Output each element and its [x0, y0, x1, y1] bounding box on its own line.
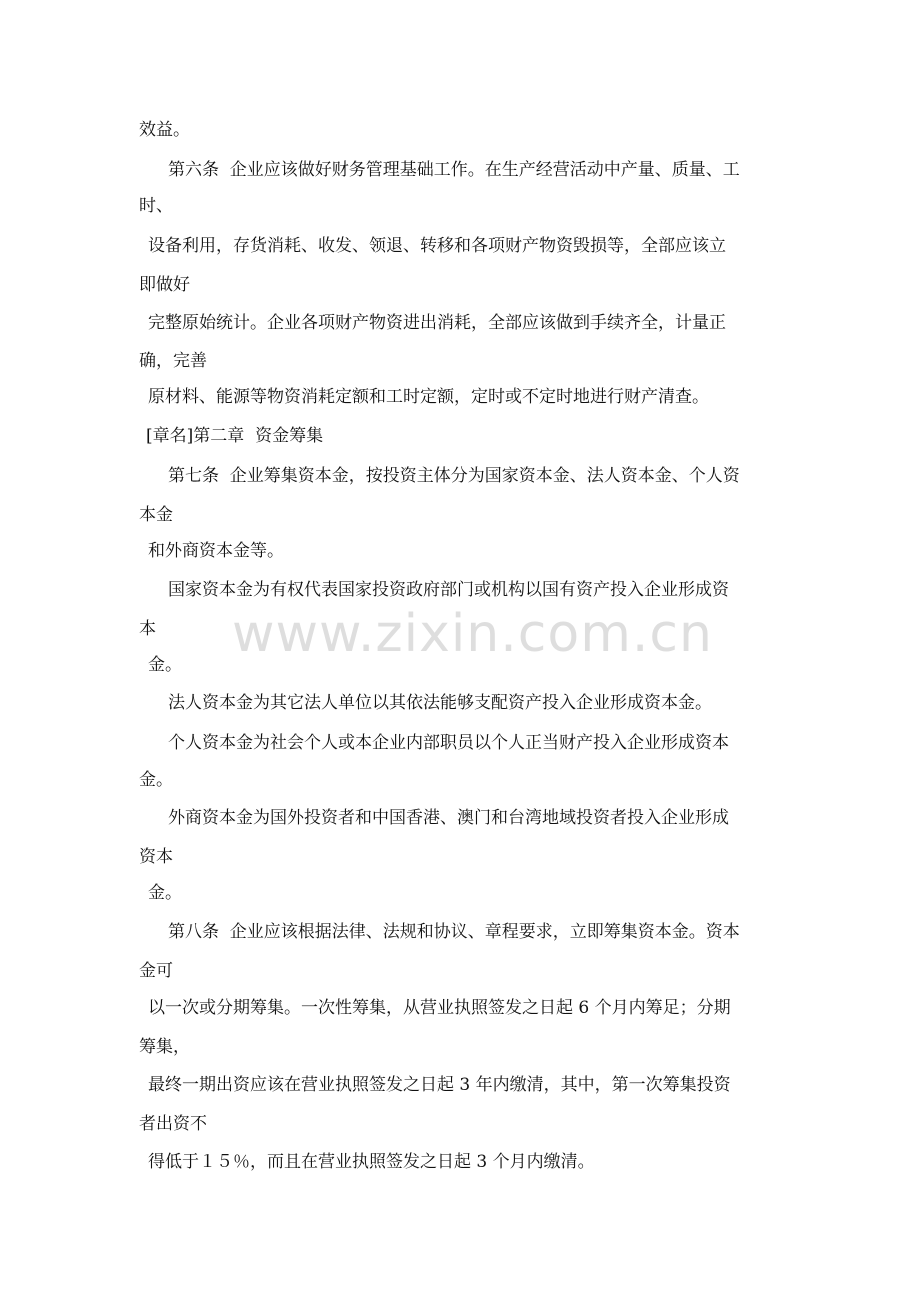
text-line: 效益。: [139, 120, 190, 140]
text-line: 得低于１５％，而且在营业执照签发之日起 3 个月内缴清。: [148, 1152, 595, 1172]
text-line: 法人资本金为其它法人单位以其依法能够支配资产投入企业形成资本金。: [168, 693, 712, 713]
text-line: 最终一期出资应该在营业执照签发之日起 3 年内缴清，其中，第一次筹集投资: [148, 1075, 731, 1095]
text-line: 以一次或分期筹集。一次性筹集，从营业执照签发之日起 6 个月内筹足；分期: [148, 998, 731, 1018]
text-line: 金可: [139, 961, 173, 981]
text-line: 本金: [139, 505, 173, 525]
text-line: 国家资本金为有权代表国家投资政府部门或机构以国有资产投入企业形成资: [168, 580, 729, 600]
text-line: 时、: [139, 196, 173, 216]
text-line: 完整原始统计。企业各项财产物资进出消耗，全部应该做到手续齐全，计量正: [148, 313, 726, 333]
watermark: www.zixin.com.cn: [232, 604, 713, 664]
text-line: 筹集，: [139, 1037, 190, 1057]
text-line: 资本: [139, 847, 173, 867]
text-line: 第八条 企业应该根据法律、法规和协议、章程要求，立即筹集资本金。资本: [168, 922, 740, 942]
text-line: 确，完善: [139, 351, 207, 371]
text-line: 者出资不: [139, 1114, 207, 1134]
text-line: 原材料、能源等物资消耗定额和工时定额，定时或不定时地进行财产清查。: [148, 387, 709, 407]
text-line: 即做好: [139, 275, 190, 295]
text-line: 外商资本金为国外投资者和中国香港、澳门和台湾地域投资者投入企业形成: [168, 808, 729, 828]
text-line: 设备利用，存货消耗、收发、领退、转移和各项财产物资毁损等，全部应该立: [148, 236, 726, 256]
text-line: 金。: [148, 883, 182, 903]
text-line: 个人资本金为社会个人或本企业内部职员以个人正当财产投入企业形成资本: [168, 733, 729, 753]
text-line: 金。: [139, 770, 173, 790]
text-line: 第六条 企业应该做好财务管理基础工作。在生产经营活动中产量、质量、工: [168, 160, 740, 180]
chapter-heading: [章名]第二章 资金筹集: [146, 426, 324, 446]
text-line: 第七条 企业筹集资本金，按投资主体分为国家资本金、法人资本金、个人资: [168, 466, 740, 486]
text-line: 和外商资本金等。: [148, 541, 284, 561]
text-line: 金。: [148, 655, 182, 675]
text-line: 本: [139, 619, 156, 639]
